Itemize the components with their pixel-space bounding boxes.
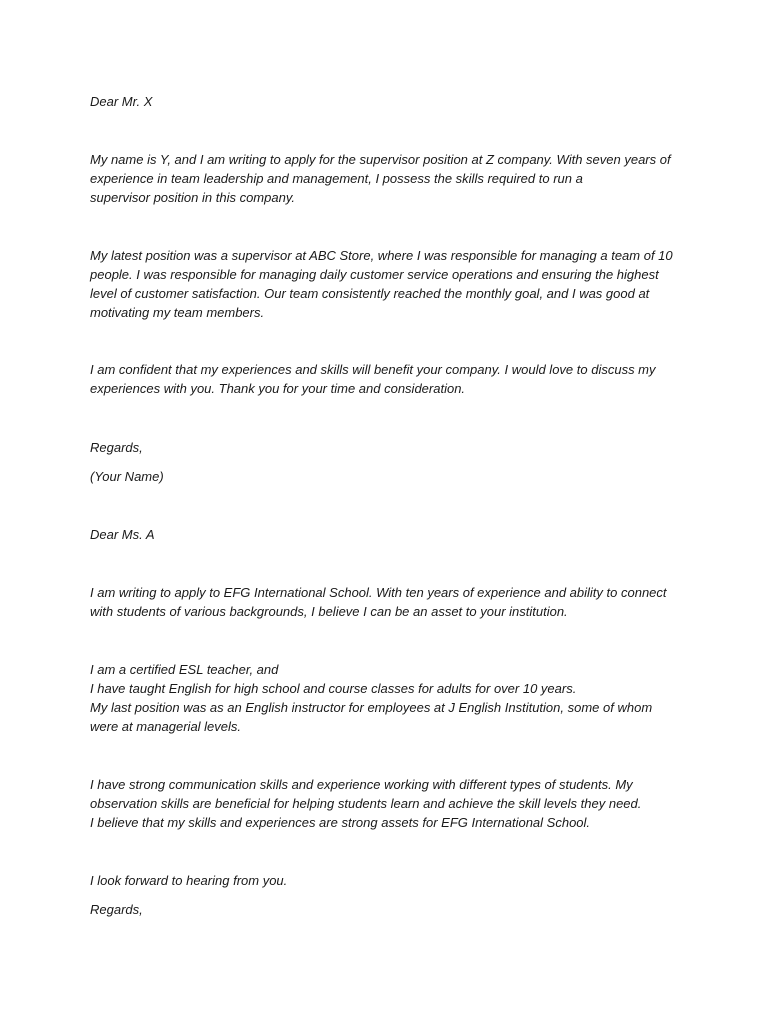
letter1-para3-line2: experiences with you. Thank you for your time and consideration. (90, 381, 466, 396)
letter2-closing: Regards, (90, 902, 143, 917)
letter1-para2-line1: My latest position was a supervisor at ABC Store, where I was responsible for managing a team of 10 (90, 248, 673, 263)
letter2-para3-line3: I believe that my skills and experiences are strong assets for EFG International School. (90, 815, 591, 830)
letter2-para3-line1: I have strong communication skills and experience working with different types of students. My (90, 777, 633, 792)
letter1-para2-line4: motivating my team members. (90, 305, 265, 320)
letter1-para1-line1: My name is Y, and I am writing to apply for the supervisor position at Z company. With seven years of (90, 152, 671, 167)
letter1-closing: Regards, (90, 440, 143, 455)
letter2-para1-line1: I am writing to apply to EFG International School. With ten years of experience and ability to connect (90, 585, 667, 600)
letter1-para1-line2: experience in team leadership and management, I possess the skills required to run a (90, 171, 583, 186)
letter1-signature: (Your Name) (90, 469, 164, 484)
letter2-para2-line1: I am a certified ESL teacher, and (90, 662, 279, 677)
letter1-para2-line3: level of customer satisfaction. Our team consistently reached the monthly goal, and I was good at (90, 286, 650, 301)
letter1-para1-line3: supervisor position in this company. (90, 190, 295, 205)
letter2-para2-line3: My last position was as an English instructor for employees at J English Institution, some of whom (90, 700, 653, 715)
letter2-para3-line2: observation skills are beneficial for helping students learn and achieve the skill levels they need. (90, 796, 642, 811)
letter1-para3-line1: I am confident that my experiences and skills will benefit your company. I would love to discuss my (90, 362, 656, 377)
letter2-para2-line4: were at managerial levels. (90, 719, 242, 734)
letter2-para1-line2: with students of various backgrounds, I believe I can be an asset to your institution. (90, 604, 568, 619)
letter1-para2-line2: people. I was responsible for managing daily customer service operations and ensuring the highest (90, 267, 659, 282)
letter1-salutation: Dear Mr. X (90, 94, 153, 109)
letter2-para2-line2: I have taught English for high school and course classes for adults for over 10 years. (90, 681, 577, 696)
letter2-para4: I look forward to hearing from you. (90, 873, 288, 888)
letter2-salutation: Dear Ms. A (90, 527, 155, 542)
